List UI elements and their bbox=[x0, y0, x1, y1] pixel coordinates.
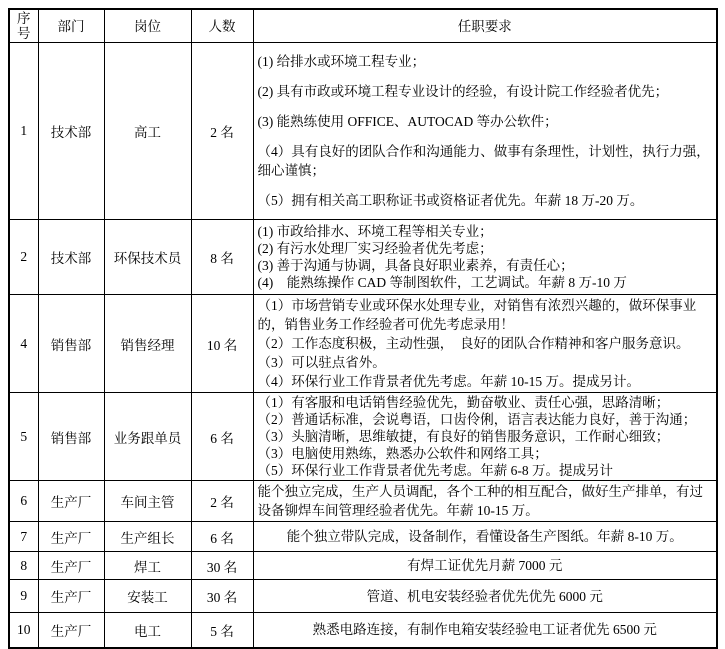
table-row bbox=[9, 522, 717, 552]
header-requirements: 任职要求 bbox=[253, 9, 717, 43]
serial-number-cell: 2 bbox=[9, 220, 38, 295]
requirement-line: (3) 善于沟通与协调，具备良好职业素养，有责任心； bbox=[257, 258, 574, 273]
headcount-cell: 10 名 bbox=[191, 295, 253, 393]
position-cell: 焊工 bbox=[104, 552, 191, 580]
position-cell: 业务跟单员 bbox=[104, 393, 191, 481]
department-cell: 技术部 bbox=[38, 220, 104, 295]
requirement-line: （1）有客服和电话销售经验优先，勤奋敬业、责任心强，思路清晰； bbox=[257, 395, 670, 410]
position-cell: 车间主管 bbox=[104, 481, 191, 522]
requirement-line: （2）普通话标准，会说粤语，口齿伶俐，语言表达能力良好，善于沟通； bbox=[257, 412, 697, 427]
requirement-line: （3）头脑清晰，思维敏捷，有良好的销售服务意识，工作耐心细致； bbox=[257, 429, 670, 444]
header-headcount: 人数 bbox=[191, 9, 253, 43]
department-cell: 生产厂 bbox=[38, 613, 104, 648]
table-row bbox=[9, 613, 717, 648]
department-cell: 生产厂 bbox=[38, 481, 104, 522]
table-row bbox=[9, 220, 717, 295]
headcount-cell: 5 名 bbox=[191, 613, 253, 648]
header-serial-number: 序号 bbox=[9, 9, 38, 43]
requirements-cell bbox=[253, 552, 717, 580]
department-cell: 销售部 bbox=[38, 295, 104, 393]
requirement-line: （3）可以驻点省外。 bbox=[257, 355, 386, 370]
position-cell: 电工 bbox=[104, 613, 191, 648]
position-cell: 环保技术员 bbox=[104, 220, 191, 295]
position-cell: 生产组长 bbox=[104, 522, 191, 552]
department-cell: 技术部 bbox=[38, 43, 104, 220]
header-position: 岗位 bbox=[104, 9, 191, 43]
requirement-line: 能个独立带队完成，设备制作，看懂设备生产图纸。年薪 8-10 万。 bbox=[286, 529, 683, 544]
serial-number-cell: 7 bbox=[9, 522, 38, 552]
requirements-cell bbox=[253, 481, 717, 522]
position-cell: 销售经理 bbox=[104, 295, 191, 393]
requirement-line: (3) 能熟练使用 OFFICE、AUTOCAD 等办公软件； bbox=[257, 114, 558, 129]
requirements-cell bbox=[253, 43, 717, 220]
table-row bbox=[9, 552, 717, 580]
serial-number-cell: 10 bbox=[9, 613, 38, 648]
requirement-line: （3）电脑使用熟练，熟悉办公软件和网络工具； bbox=[257, 446, 548, 461]
requirement-line: (2) 有污水处理厂实习经验者优先考虑； bbox=[257, 241, 493, 256]
headcount-cell: 30 名 bbox=[191, 580, 253, 613]
department-cell: 生产厂 bbox=[38, 580, 104, 613]
headcount-cell: 30 名 bbox=[191, 552, 253, 580]
headcount-cell: 6 名 bbox=[191, 393, 253, 481]
serial-number-cell: 1 bbox=[9, 43, 38, 220]
requirement-line: 熟悉电路连接，有制作电箱安装经验电工证者优先 6500 元 bbox=[312, 622, 657, 638]
requirements-cell bbox=[253, 295, 717, 393]
header-department: 部门 bbox=[38, 9, 104, 43]
header-row bbox=[9, 9, 717, 43]
requirement-line: （5）环保行业工作背景者优先考虑。年薪 6-8 万。提成另计 bbox=[257, 463, 613, 478]
requirement-line: (1) 给排水或环境工程专业； bbox=[257, 54, 426, 69]
table-row bbox=[9, 580, 717, 613]
headcount-cell: 2 名 bbox=[191, 481, 253, 522]
headcount-cell: 8 名 bbox=[191, 220, 253, 295]
table-row bbox=[9, 481, 717, 522]
serial-number-cell: 4 bbox=[9, 295, 38, 393]
serial-number-cell: 8 bbox=[9, 552, 38, 580]
table-row bbox=[9, 393, 717, 481]
requirement-line: （1）市场营销专业或环保水处理专业，对销售有浓烈兴趣的，做环保事业的，销售业务工作经验者可优先考虑录用！ bbox=[257, 298, 697, 332]
requirement-line: (2) 具有市政或环境工程专业设计的经验，有设计院工作经验者优先； bbox=[257, 84, 669, 99]
position-cell: 高工 bbox=[104, 43, 191, 220]
department-cell: 销售部 bbox=[38, 393, 104, 481]
requirement-line: （2）工作态度积极，主动性强， 良好的团队合作精神和客户服务意识。 bbox=[257, 336, 690, 351]
headcount-cell: 2 名 bbox=[191, 43, 253, 220]
requirement-line: 管道、机电安装经验者优先优先 6000 元 bbox=[366, 588, 603, 604]
requirement-line: （5）拥有相关高工职称证书或资格证者优先。年薪 18 万-20 万。 bbox=[257, 193, 644, 208]
serial-number-cell: 5 bbox=[9, 393, 38, 481]
serial-number-cell: 9 bbox=[9, 580, 38, 613]
requirements-cell bbox=[253, 393, 717, 481]
requirements-cell bbox=[253, 522, 717, 552]
requirement-line: (4) 能熟练操作 CAD 等制图软件，工艺调试。年薪 8 万-10 万 bbox=[257, 275, 627, 290]
serial-number-cell: 6 bbox=[9, 481, 38, 522]
requirement-line: 有焊工证优先月薪 7000 元 bbox=[407, 558, 563, 573]
requirement-line: （4）具有良好的团队合作和沟通能力、做事有条理性，计划性，执行力强，细心谨慎； bbox=[257, 144, 710, 178]
requirements-cell bbox=[253, 613, 717, 648]
position-cell: 安装工 bbox=[104, 580, 191, 613]
table-row bbox=[9, 43, 717, 220]
requirements-cell bbox=[253, 580, 717, 613]
requirement-line: 能个独立完成，生产人员调配，各个工种的相互配合，做好生产排单，有过设备铆焊车间管理经验者优先。年薪 10-15 万。 bbox=[257, 484, 703, 518]
headcount-cell: 6 名 bbox=[191, 522, 253, 552]
department-cell: 生产厂 bbox=[38, 522, 104, 552]
table-row bbox=[9, 295, 717, 393]
requirement-line: (1) 市政给排水、环境工程等相关专业； bbox=[257, 224, 493, 239]
job-requirements-table bbox=[8, 8, 718, 649]
department-cell: 生产厂 bbox=[38, 552, 104, 580]
requirement-line: （4）环保行业工作背景者优先考虑。年薪 10-15 万。提成另计。 bbox=[257, 374, 640, 389]
requirements-cell bbox=[253, 220, 717, 295]
